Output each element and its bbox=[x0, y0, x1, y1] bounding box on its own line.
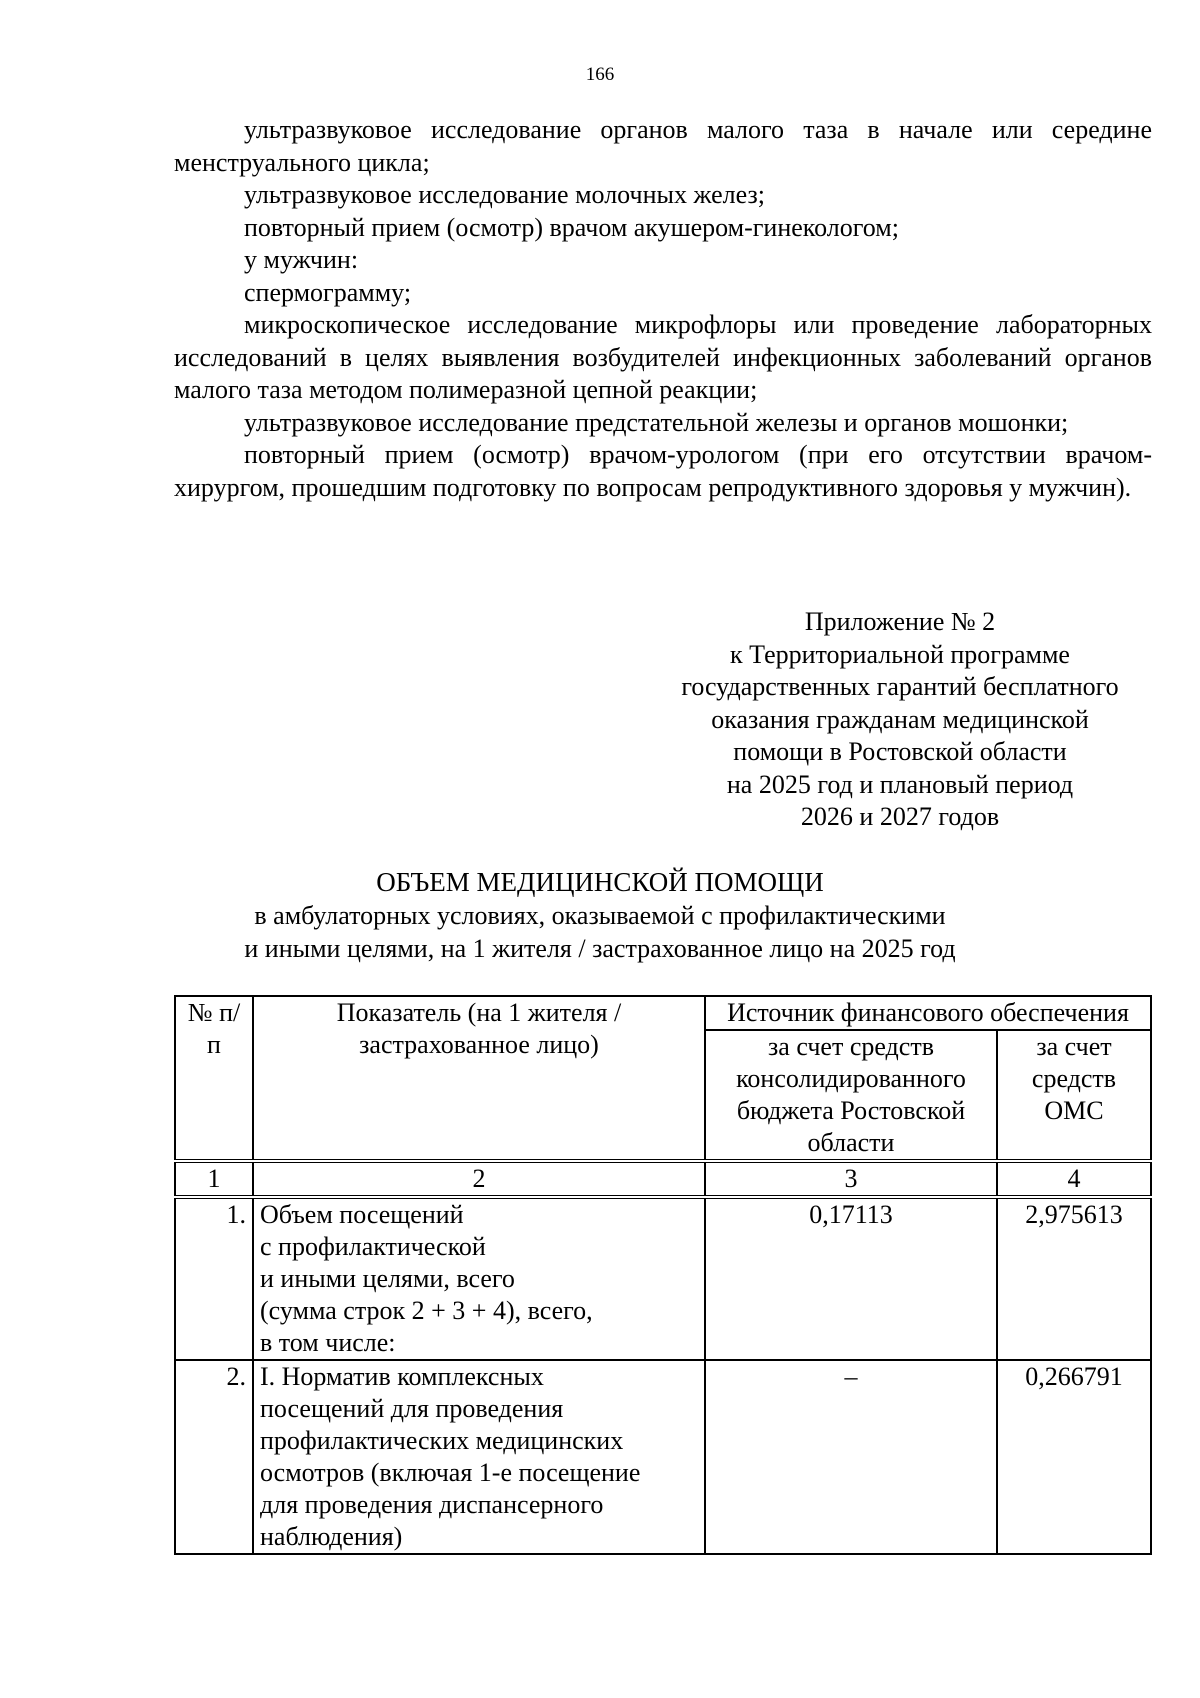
row-budget-value: – bbox=[705, 1360, 997, 1554]
appendix-line: оказания гражданам медицинской bbox=[711, 704, 1089, 734]
appendix-line: Приложение № 2 bbox=[804, 607, 996, 636]
table-row bbox=[175, 1197, 1151, 1360]
paragraph: спермограмму; bbox=[244, 277, 412, 307]
appendix-line: 2026 и 2027 годов bbox=[800, 802, 1000, 831]
indicator-line: I. Норматив комплексных bbox=[260, 1362, 544, 1391]
header-funding-source: Источник финансового обеспечения bbox=[705, 996, 1151, 1030]
header-indicator: Показатель (на 1 жителя / застрахованное лицо) bbox=[253, 996, 705, 1161]
header-number: № п/п bbox=[175, 996, 253, 1161]
paragraph: микроскопическое исследование микрофлоры или проведение лабораторных исследований в целях выявления возбудителей инфекционных заболеваний органов малого таза методом полимеразной цепной реакции; bbox=[174, 310, 1152, 404]
indicator-line: Объем посещений bbox=[260, 1200, 464, 1229]
indicator-line: осмотров (включая 1-е посещение bbox=[260, 1458, 641, 1487]
row-indicator bbox=[253, 1360, 705, 1554]
document-subtitle bbox=[0, 900, 1200, 965]
indicator-line: (сумма строк 2 + 3 + 4), всего, bbox=[260, 1296, 593, 1325]
indicator-line: наблюдения) bbox=[260, 1522, 403, 1551]
paragraph: ультразвуковое исследование молочных желез; bbox=[244, 180, 765, 209]
paragraph: ультразвуковое исследование органов малого таза в начале или середине менструального цикла; bbox=[174, 115, 1152, 177]
indicator-line: в том числе: bbox=[260, 1328, 396, 1357]
appendix-line: государственных гарантий бесплатного bbox=[681, 672, 1119, 701]
appendix-note bbox=[640, 606, 1160, 834]
paragraph: повторный прием (осмотр) врачом акушером-гинекологом; bbox=[244, 212, 899, 242]
column-number: 4 bbox=[997, 1161, 1151, 1197]
volume-table bbox=[174, 995, 1152, 1555]
paragraph: ультразвуковое исследование предстательной железы и органов мошонки; bbox=[244, 407, 1069, 437]
row-oms-value: 0,266791 bbox=[997, 1360, 1151, 1554]
indicator-line: и иными целями, всего bbox=[260, 1264, 515, 1293]
subtitle-line: в амбулаторных условиях, оказываемой с профилактическими bbox=[254, 901, 946, 930]
paragraph: повторный прием (осмотр) врачом-урологом (при его отсутствии врачом-хирургом, прошедшим подготовку по вопросам репродуктивного здоровья у мужчин). bbox=[174, 440, 1152, 502]
body-text bbox=[174, 114, 1152, 504]
column-number: 1 bbox=[175, 1161, 253, 1197]
column-number: 3 bbox=[705, 1161, 997, 1197]
row-number: 1. bbox=[175, 1197, 253, 1360]
indicator-line: с профилактической bbox=[260, 1232, 486, 1261]
paragraph: у мужчин: bbox=[244, 245, 359, 274]
page-number: 166 bbox=[585, 64, 615, 85]
appendix-line: к Территориальной программе bbox=[730, 639, 1070, 669]
table-row bbox=[175, 1360, 1151, 1554]
row-number: 2. bbox=[175, 1360, 253, 1554]
subtitle-line: и иными целями, на 1 жителя / застрахованное лицо на 2025 год bbox=[244, 933, 956, 963]
indicator-line: посещений для проведения bbox=[260, 1394, 564, 1423]
document-title: ОБЪЕМ МЕДИЦИНСКОЙ ПОМОЩИ bbox=[376, 867, 824, 897]
row-indicator bbox=[253, 1197, 705, 1360]
column-number: 2 bbox=[253, 1161, 705, 1197]
indicator-line: профилактических медицинских bbox=[260, 1426, 624, 1455]
row-oms-value: 2,975613 bbox=[997, 1197, 1151, 1360]
header-oms: за счет средств ОМС bbox=[997, 1030, 1151, 1161]
header-budget: за счет средств консолидированного бюджета Ростовской области bbox=[705, 1030, 997, 1161]
appendix-line: на 2025 год и плановый период bbox=[726, 769, 1074, 799]
row-budget-value: 0,17113 bbox=[705, 1197, 997, 1360]
appendix-line: помощи в Ростовской области bbox=[733, 737, 1067, 766]
indicator-line: для проведения диспансерного bbox=[260, 1490, 604, 1519]
